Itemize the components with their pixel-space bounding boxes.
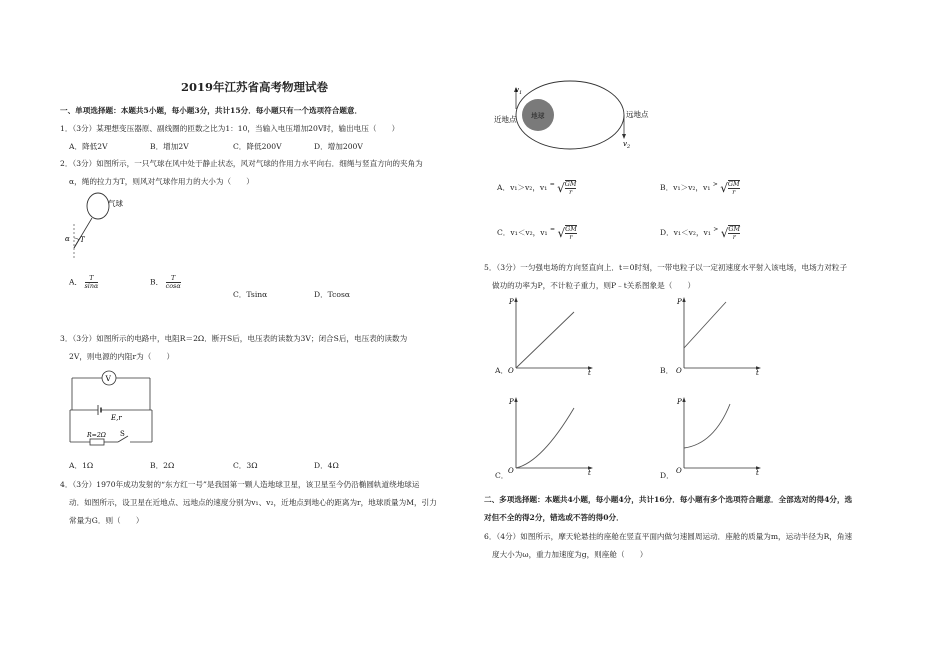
q4-option-d-rel: >	[713, 226, 719, 233]
q2-option-a-prefix: A．	[69, 277, 83, 287]
q3-line-2: 2V，则电源的内阻r为（ ）	[69, 352, 175, 361]
graph-a-origin: O	[508, 367, 514, 375]
q2-option-c: C．Tsinα	[233, 290, 268, 299]
q4-option-c	[497, 225, 577, 241]
graph-d-curve	[684, 404, 730, 448]
resistor-label: R=2Ω	[87, 432, 106, 439]
q2-line-1: 2．（3分）如图所示，一只气球在风中处于静止状态，风对气球的作用力水平向右．细绳与竖直方向的夹角为	[60, 159, 423, 168]
q4-option-c-text: C．v₁＜v₂，v₁	[497, 228, 551, 237]
page-title: 2019年江苏省高考物理试卷	[181, 80, 329, 94]
q3-option-a: A．1Ω	[69, 461, 94, 470]
switch-label: S	[120, 430, 125, 438]
graph-c-x-label: t	[588, 469, 591, 477]
battery-label: E,r	[111, 414, 122, 422]
graph-b-origin: O	[676, 367, 682, 375]
resistor	[90, 439, 104, 445]
graph-c-origin: O	[508, 467, 514, 475]
section-2-heading-line-2: 对但不全的得2分，错选或不答的得0分．	[484, 513, 624, 522]
q4-option-a-root: √ $\frac{GM}{r}$	[557, 180, 577, 196]
q4-option-d-root-den: r	[732, 233, 736, 241]
graph-a-y-label: P	[509, 298, 514, 306]
graph-d-origin: O	[676, 467, 682, 475]
q6-line-2: 度大小为ω，重力加速度为g，则座舱（ ）	[492, 550, 648, 559]
q5-option-d: D．	[660, 471, 674, 480]
balloon-figure	[60, 190, 150, 270]
q4-option-b-root-num: GM	[727, 180, 740, 188]
q2-option-b-fraction	[166, 275, 181, 290]
q2-option-a-fraction	[85, 275, 99, 290]
earth-label: 地球	[531, 112, 545, 120]
q6-line-1: 6．（4分）如图所示，摩天轮悬挂的座舱在竖直平面内做匀速圆周运动．座舱的质量为m，运动半径为R，角速	[484, 532, 853, 541]
q3-option-b: B．2Ω	[150, 461, 175, 470]
q4-option-a-rel: =	[549, 181, 555, 188]
q4-option-d-text: D．v₁＜v₂，v₁	[660, 228, 714, 237]
q3-line-1: 3．（3分）如图所示的电路中，电阻R＝2Ω．断开S后，电压表的读数为3V；闭合S后，电压表的读数为	[60, 334, 408, 343]
q1-option-a: A．降低2V	[69, 142, 108, 151]
q4-option-a-root-den: r	[569, 188, 573, 196]
perigee-label: 近地点	[494, 115, 517, 124]
graph-b-x-label: t	[756, 369, 759, 377]
circuit-figure	[68, 368, 158, 448]
q4-option-d	[660, 225, 740, 241]
v1-label: $v_1$	[515, 86, 523, 96]
graph-a-x-label: t	[588, 369, 591, 377]
q4-option-c-root-num: GM	[565, 225, 577, 233]
q2-option-a-den: sinα	[84, 282, 99, 290]
q2-option-b	[150, 275, 181, 290]
q4-option-b-rel: >	[712, 181, 718, 188]
q2-option-a	[69, 275, 98, 290]
q5-line-1: 5．（3分）一匀强电场的方向竖直向上．t＝0时刻，一带电粒子以一定初速度水平射入该电场，电场力对粒子	[484, 263, 848, 272]
q4-option-c-root-den: r	[569, 233, 573, 241]
q5-option-c: C．	[495, 471, 509, 480]
graph-c	[506, 396, 596, 476]
graph-b-curve	[684, 302, 726, 348]
q1-text: 1．（3分）某理想变压器原、副线圈的匝数之比为1：10，当输入电压增加20V时，输出电压（ ）	[60, 124, 400, 133]
q4-option-b-root: √ $\frac{GM}{r}$	[720, 180, 740, 196]
q5-line-2: 做功的功率为P，不计粒子重力，则P﹣t关系图象是（ ）	[492, 281, 696, 290]
q4-option-d-root: √ $\frac{GM}{r}$	[720, 225, 741, 241]
balloon-label: 气球	[108, 199, 123, 208]
q5-option-a: A．	[495, 366, 509, 375]
q4-option-b	[660, 180, 740, 196]
apogee-label: 远地点	[626, 110, 649, 119]
section-2-heading: 二、多项选择题：本题共4小题，每小题4分，共计16分．每小题有多个选项符合题意．全部选对的得4分，选	[484, 495, 853, 504]
q4-option-c-rel: =	[550, 226, 556, 233]
q1-option-d: D．增加200V	[314, 142, 363, 151]
graph-c-y-label: P	[509, 398, 514, 406]
q4-option-c-root: √ $\frac{GM}{r}$	[557, 225, 577, 241]
graph-c-curve	[516, 408, 574, 468]
q4-option-b-root-den: r	[732, 188, 736, 196]
q2-option-a-num: T	[89, 274, 94, 282]
q3-option-d: D．4Ω	[314, 461, 339, 470]
q4-option-b-text: B．v₁＞v₂，v₁	[660, 183, 713, 192]
graph-a-curve	[516, 312, 574, 368]
v2-label: $v_2$	[623, 140, 631, 150]
graph-b	[674, 296, 764, 376]
q2-option-b-den: cosα	[165, 282, 181, 290]
q4-option-a-root-num: GM	[564, 180, 577, 188]
q4-line-3: 常量为G．则（ ）	[69, 516, 144, 525]
graph-d-y-label: P	[677, 398, 682, 406]
graph-d	[674, 396, 764, 476]
q1-option-b: B．增加2V	[150, 142, 189, 151]
graph-a	[506, 296, 596, 376]
graph-b-y-label: P	[677, 298, 682, 306]
q4-option-a	[497, 180, 576, 196]
q5-option-b: B．	[660, 366, 674, 375]
balloon	[87, 193, 109, 219]
q4-line-2: 动．如图所示，设卫星在近地点、远地点的速度分别为v₁、v₂，近地点到地心的距离为r，地球质量为M，引力	[69, 498, 437, 507]
q4-line-1: 4．（3分）1970年成功发射的“东方红一号”是我国第一颗人造地球卫星，该卫星至今仍沿椭圆轨道绕地球运	[60, 480, 420, 489]
voltmeter-label: V	[105, 374, 111, 383]
q4-option-a-text: A．v₁＞v₂，v₁	[497, 183, 550, 192]
q2-option-b-prefix: B．	[150, 277, 164, 287]
tension-label: T	[80, 236, 85, 244]
q2-option-d: D．Tcosα	[314, 290, 351, 299]
graph-d-x-label: t	[756, 469, 759, 477]
orbit-figure	[492, 73, 652, 153]
q3-option-c: C．3Ω	[233, 461, 258, 470]
section-1-heading: 一、单项选择题：本题共5小题，每小题3分，共计15分．每小题只有一个选项符合题意．	[60, 106, 363, 115]
q2-line-2: α，绳的拉力为T，则风对气球作用力的大小为（ ）	[69, 177, 254, 186]
alpha-label: α	[65, 235, 70, 243]
angle-arc	[74, 238, 79, 240]
q2-option-b-num: T	[170, 274, 176, 282]
q4-option-d-root-num: GM	[728, 225, 741, 233]
q1-option-c: C．降低200V	[233, 142, 282, 151]
